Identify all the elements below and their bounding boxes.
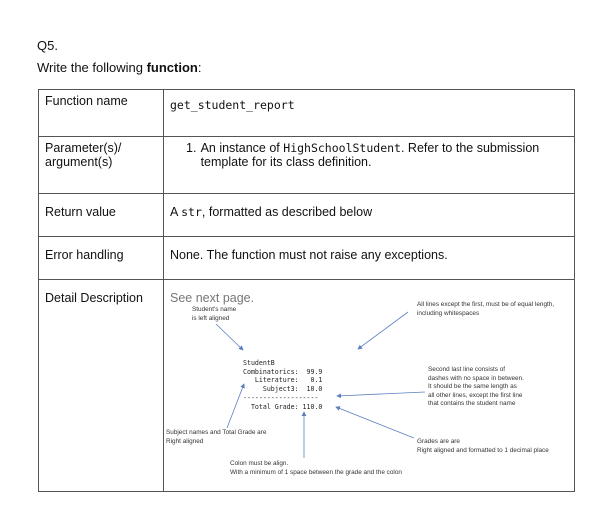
function-name-label: Function name xyxy=(39,90,164,137)
detail-description-value: See next page. xyxy=(164,280,575,492)
sample-line: ------------------- xyxy=(243,393,319,402)
question-number: Q5. xyxy=(37,38,58,53)
error-handling-value: None. The function must not raise any exceptions. xyxy=(164,237,575,280)
parameters-label: Parameter(s)/ argument(s) xyxy=(39,137,164,194)
note-colon-align: Colon must be align. With a minimum of 1 space between the grade and the colon xyxy=(230,460,402,476)
parameter-item-text: An instance of HighSchoolStudent. Refer to the submission template for its class definition. xyxy=(200,141,540,169)
sample-line: Literature: 0.1 xyxy=(243,376,323,385)
function-spec-table xyxy=(38,89,575,492)
note-grades-right-aligned: Grades are are Right aligned and formatted to 1 decimal place xyxy=(417,438,549,454)
sample-line: Subject3: 10.0 xyxy=(243,385,323,394)
note-equal-length: All lines except the first, must be of equal length, including whitespaces xyxy=(417,301,555,317)
row-error-handling xyxy=(39,237,575,280)
sample-output xyxy=(243,350,322,420)
parameter-item-number: 1. xyxy=(186,141,197,155)
note-dashes: Second last line consists of dashes with no space in between. It should be the same length as all other lines, except the first line that contains the student name xyxy=(428,366,524,408)
return-value-label: Return value xyxy=(39,194,164,237)
sample-line: Combinatorics: 99.9 xyxy=(243,367,323,376)
question-intro: Write the following function: xyxy=(37,60,202,75)
intro-keyword: function xyxy=(146,60,198,75)
note-subjects-right-aligned: Subject names and Total Grade are Right aligned xyxy=(166,429,267,445)
detail-description-label: Detail Description xyxy=(39,280,164,492)
note-left-aligned: Student's name is left aligned xyxy=(192,306,237,322)
sample-line: Total Grade: 110.0 xyxy=(243,402,323,411)
return-value-text: A str, formatted as described below xyxy=(164,194,575,237)
row-parameters xyxy=(39,137,575,194)
function-name-value: get_student_report xyxy=(164,90,575,137)
row-return-value xyxy=(39,194,575,237)
error-handling-label: Error handling xyxy=(39,237,164,280)
sample-line: StudentB xyxy=(243,358,275,367)
row-function-name xyxy=(39,90,575,137)
parameters-value xyxy=(164,137,575,194)
